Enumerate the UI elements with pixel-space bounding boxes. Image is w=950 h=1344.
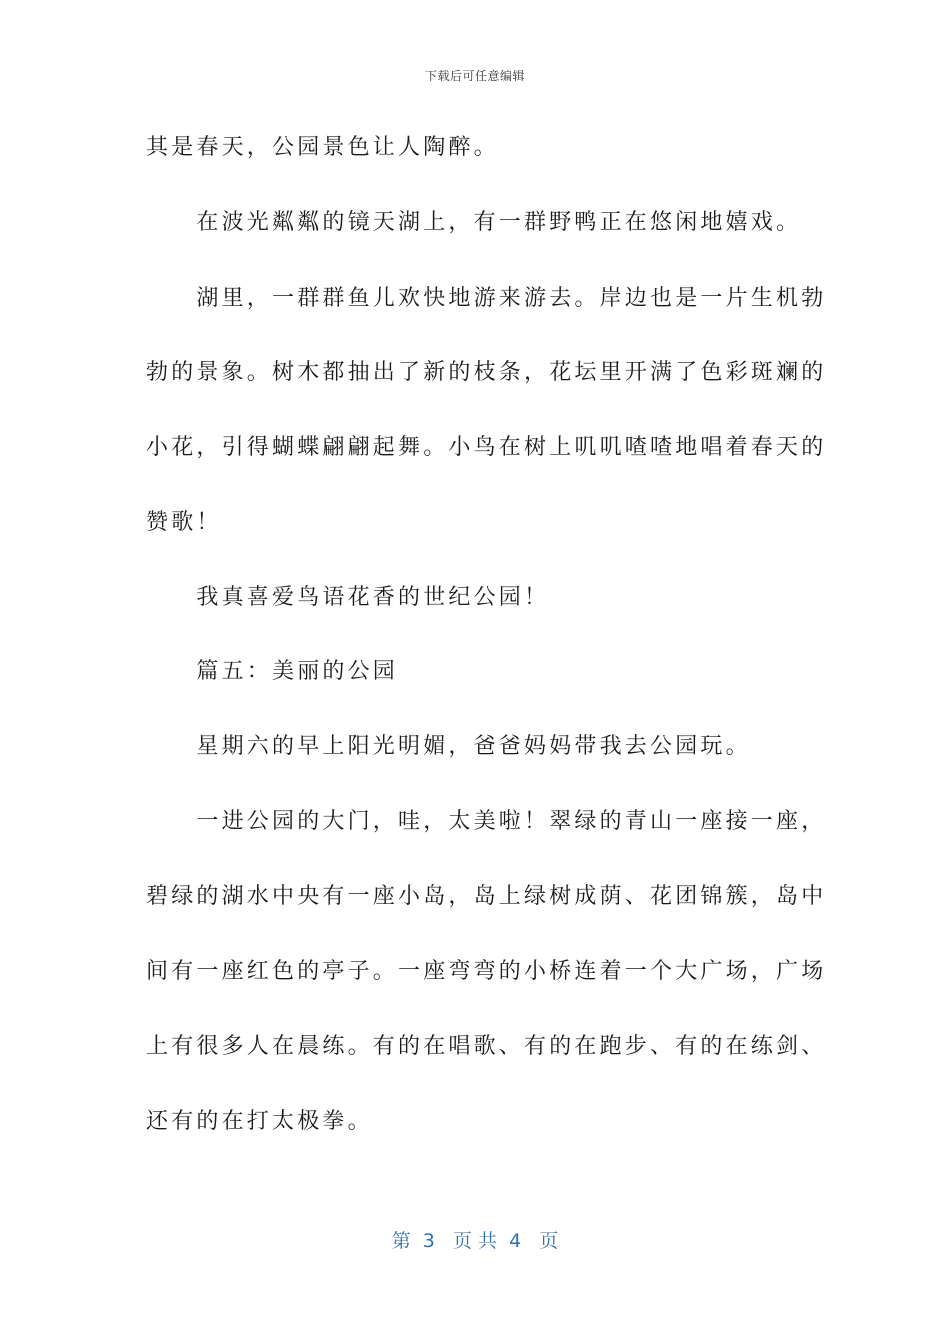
text-line: 还有的在打太极拳。 [146,1109,373,1134]
text-line: 上有很多人在晨练。有的在唱歌、有的在跑步、有的在练剑、 [146,1034,827,1059]
section-heading: 篇五：美丽的公园 [146,659,399,684]
text-line: 碧绿的湖水中央有一座小岛，岛上绿树成荫、花团锦簇，岛中 [146,884,827,909]
text-line: 我真喜爱鸟语花香的世纪公园！ [146,585,550,610]
text-line: 湖里，一群群鱼儿欢快地游来游去。岸边也是一片生机勃 [146,286,827,311]
text-line: 一进公园的大门，哇，太美啦！翠绿的青山一座接一座， [146,809,827,834]
text-line: 间有一座红色的亭子。一座弯弯的小桥连着一个大广场，广场 [146,959,827,984]
text-line: 赞歌！ [146,510,222,535]
page-number-footer: 第 3 页 共 4 页 [391,1230,559,1252]
text-line: 在波光粼粼的镜天湖上，有一群野鸭正在悠闲地嬉戏。 [146,210,802,235]
text-line: 勃的景象。树木都抽出了新的枝条，花坛里开满了色彩斑斓的 [146,360,827,385]
text-line: 星期六的早上阳光明媚，爸爸妈妈带我去公园玩。 [146,734,751,759]
text-line: 小花，引得蝴蝶翩翩起舞。小鸟在树上叽叽喳喳地唱着春天的 [146,435,827,460]
text-line: 其是春天，公园景色让人陶醉。 [146,135,499,160]
header-note: 下载后可任意编辑 [424,69,525,83]
